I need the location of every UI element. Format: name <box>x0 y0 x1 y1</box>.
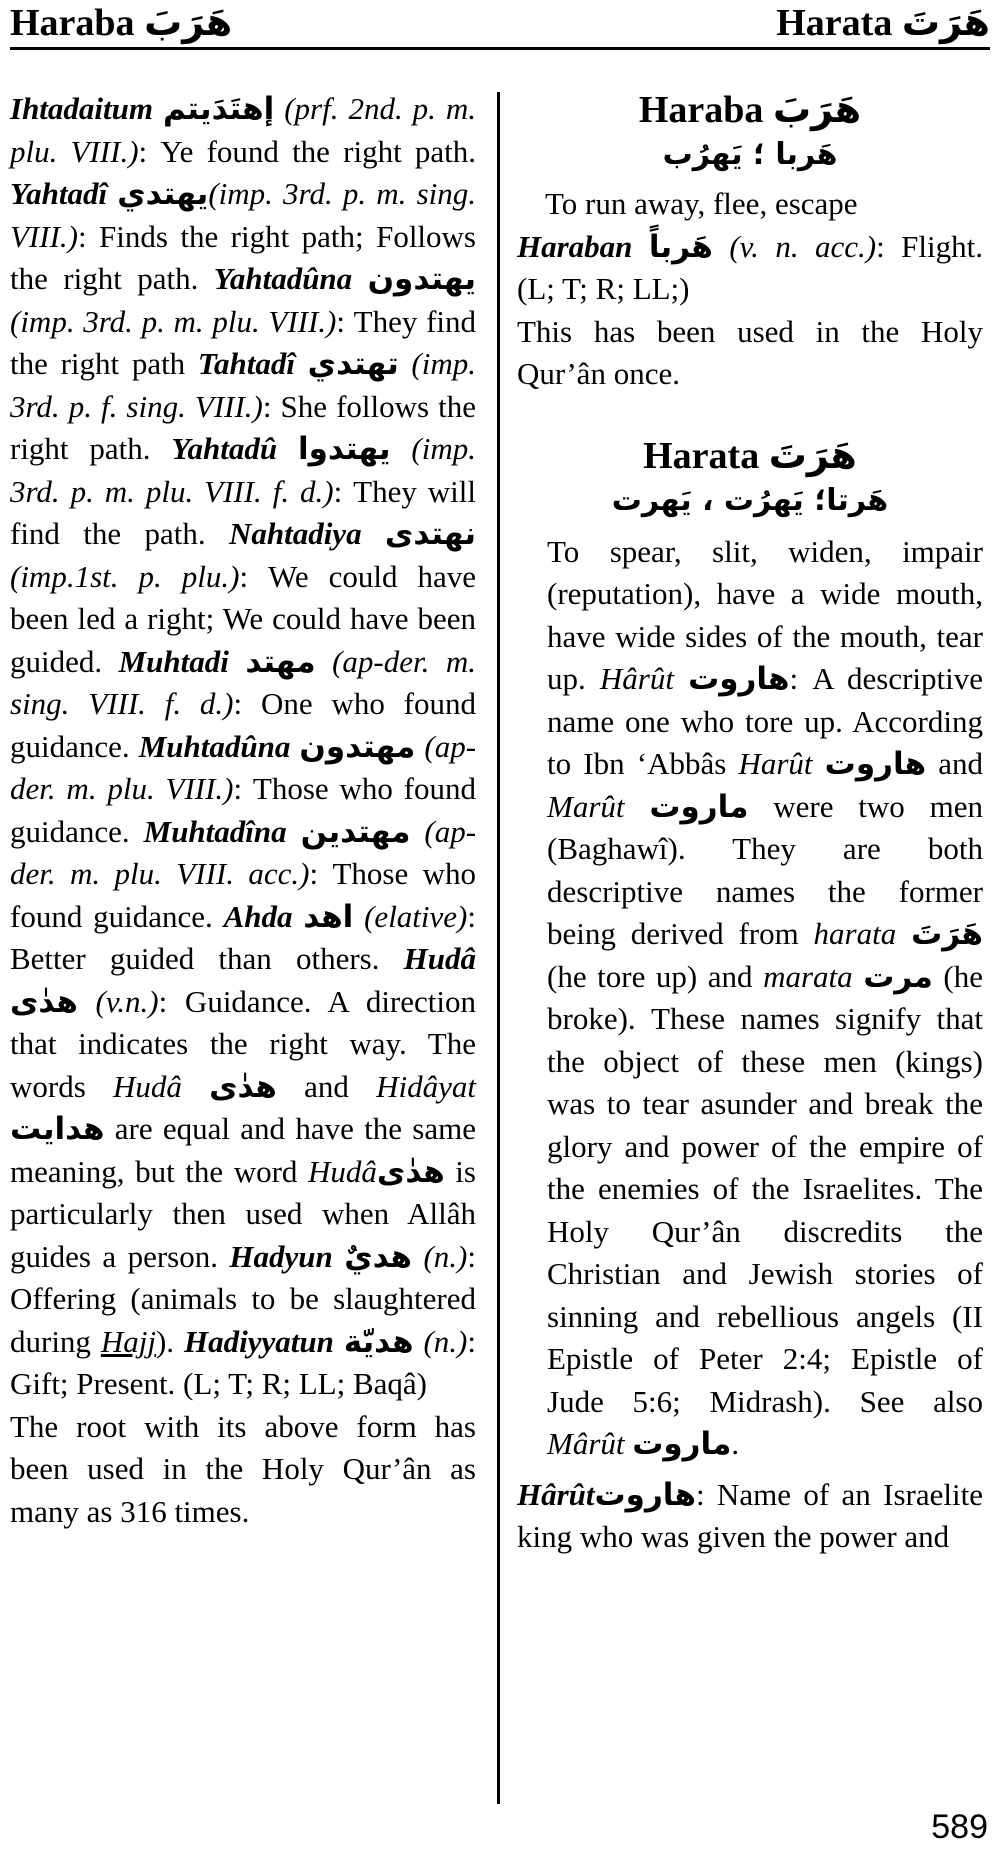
arabic-word: مهتد <box>245 643 316 680</box>
left-column <box>10 88 476 1533</box>
definition: . <box>731 1426 740 1461</box>
headword: Hadyun <box>229 1238 333 1274</box>
definition: : Finds the right path; Follows the right path. <box>10 218 476 296</box>
definition: : They will find the path. <box>10 473 476 551</box>
headword: Nahtadiya <box>228 516 362 551</box>
references: : Gift; Present. (L; T; R; LL; Baqâ) <box>10 1323 477 1401</box>
grammar-note: (ap-der. m. plu. VIII.) <box>10 728 477 806</box>
definition: ). <box>155 1323 184 1359</box>
arabic-word: تهتدي <box>307 346 399 382</box>
arabic-word: هديٌ <box>344 1238 413 1275</box>
entry-title-text: Harata <box>643 434 760 477</box>
definition: : Better guided than others. <box>10 898 476 976</box>
cited-word: Hidâyat <box>376 1068 476 1104</box>
grammar-note: (v.n.) <box>77 983 159 1019</box>
headword: Hârût <box>517 1476 595 1512</box>
grammar-note: (imp. 3rd. p. m. plu. VIII.) <box>10 303 337 339</box>
definition: : One who found guidance. <box>10 686 476 764</box>
grammar-note: (ap-der. m. plu. VIII. acc.) <box>10 813 477 891</box>
meaning-harata <box>517 531 983 1466</box>
definition: is particularly then used when Allâh guides a person. <box>10 1153 476 1274</box>
grammar-note: (ap-der. m. sing. VIII. f. d.) <box>10 643 476 721</box>
cited-word: Hudâ <box>308 1153 377 1189</box>
usage-text: The root with its above form has been used in the Holy Qur’ân as many as 316 times. <box>10 1408 476 1529</box>
arabic-word: مرت <box>863 958 933 995</box>
definition: : Name of an Israelite king who was given the power and <box>517 1476 983 1554</box>
header-left-title: Haraba <box>10 2 135 44</box>
meaning-text: To spear, slit, widen, impair (reputation), have a wide mouth, have wide sides of the mouth, tear up. <box>547 533 983 696</box>
derivative-haraban <box>517 226 983 311</box>
headword: Tahtadî <box>197 346 295 381</box>
cited-word: Hudâ <box>113 1068 182 1104</box>
definition: : She follows the right path. <box>10 388 476 466</box>
arabic-word: هدٰى <box>10 983 78 1020</box>
cited-word: Harût <box>738 746 813 781</box>
header-rule <box>10 47 990 50</box>
usage-text: This has been used in the Holy Qur’ân once. <box>517 313 983 391</box>
arabic-word: هاروت <box>824 746 927 782</box>
derivative-harut <box>517 1474 983 1559</box>
arabic-word: مهتدون <box>299 728 416 765</box>
arabic-word: هاروت <box>594 1476 696 1513</box>
arabic-word: هَرَتَ <box>911 916 983 952</box>
header-right <box>776 0 990 45</box>
definition: : Guidance. A direction that indicates the right way. The words <box>10 983 476 1104</box>
column-divider <box>497 92 500 1804</box>
grammar-note: (imp. 3rd. p. m. sing. VIII.) <box>10 176 477 254</box>
cited-word: Hajj <box>100 1323 156 1359</box>
arabic-word: هدايت <box>10 1111 105 1147</box>
headword: Yahtadî <box>10 176 108 211</box>
cited-word: Mârût <box>547 1426 625 1461</box>
grammar-note: (prf. 2nd. p. m. plu. VIII.) <box>10 91 477 169</box>
usage-haraba <box>517 311 983 396</box>
arabic-word: هدٰى <box>209 1068 277 1105</box>
arabic-word: ماروت <box>632 1426 732 1462</box>
headword: Yahtadû <box>171 431 278 466</box>
headword: Muhtadîna <box>143 813 287 849</box>
definition: : Those who found guidance. <box>10 771 476 849</box>
cited-word: Hârût <box>599 661 674 696</box>
arabic-word: نهتدى <box>384 516 476 552</box>
header-right-arabic: هَرَتَ <box>901 0 990 44</box>
headword: Hudâ <box>403 941 476 976</box>
arabic-word: هاروت <box>688 661 790 697</box>
header-left-arabic: هَرَبَ <box>144 0 233 44</box>
grammar-note: (imp. 3rd. p. f. sing. VIII.) <box>10 346 477 424</box>
definition: : Flight. (L; T; R; LL;) <box>517 228 983 306</box>
arabic-word: هدٰى <box>376 1153 445 1190</box>
headword: Hadiyyatun <box>183 1323 334 1359</box>
grammar-note: (n.) <box>412 1238 468 1274</box>
headword: Ihtadaitum <box>10 91 153 126</box>
page-number: 589 <box>931 1808 988 1846</box>
headword: Ahda <box>223 898 293 934</box>
left-paragraph-main <box>10 88 476 1406</box>
headword: Muhtadûna <box>138 728 291 764</box>
running-header <box>10 0 990 50</box>
definition: : Those who found guidance. <box>10 856 476 934</box>
definition: (he broke). These names signify that the object of these men (kings) was to tear asunder and break the glory and power of the empire of the enemies of the Israelites. The Holy Qur’ân discredits the Christian and Jewish stories of sinning and rebellious angels (II Epistle of Peter 2:4; Epistle of Jude 5:6; Midrash). See also <box>547 958 983 1419</box>
cited-word: harata <box>813 916 897 951</box>
entry-title-harata <box>517 432 983 479</box>
grammar-note: (v. n. acc.) <box>712 228 877 264</box>
arabic-word: يهتدي <box>117 176 209 212</box>
headword: Haraban <box>517 228 633 264</box>
cited-word: marata <box>763 958 853 994</box>
cited-word: Marût <box>547 788 625 824</box>
meaning-haraba <box>517 183 983 226</box>
grammar-note: (elative) <box>353 898 468 934</box>
definition: : They find the right path <box>10 303 477 381</box>
arabic-word: يهتدوا <box>297 431 391 467</box>
definition: were two men (Baghawî). They are both descriptive names the former being derived from <box>547 788 983 951</box>
definition: : We could have been led a right; We could have been guided. <box>10 558 477 679</box>
usage-note <box>10 1406 476 1534</box>
headword: Muhtadi <box>118 643 229 679</box>
entry-forms-harata: هَرتا؛ يَهرُت ، يَهرت <box>611 482 889 518</box>
arabic-word: اهد <box>303 898 354 935</box>
definition: and <box>926 746 983 781</box>
definition: : Ye found the right path. <box>138 133 476 169</box>
definition: are equal and have the same meaning, but the word <box>10 1111 476 1189</box>
arabic-word: هَرباً <box>648 228 713 265</box>
definition: : Offering (animals to be slaughtered during <box>10 1238 477 1359</box>
entry-title-haraba <box>517 86 983 133</box>
meaning-text: To run away, flee, escape <box>545 186 858 221</box>
arabic-word: هديّة <box>343 1323 414 1360</box>
grammar-note: (n.) <box>413 1323 468 1359</box>
arabic-word: إهتَدَيتم <box>162 91 275 127</box>
header-right-title: Harata <box>776 2 893 44</box>
right-column <box>517 86 983 1559</box>
header-left <box>10 0 232 45</box>
arabic-word: ماروت <box>649 788 749 825</box>
entry-title-text: Haraba <box>638 89 764 131</box>
arabic-word: مهتدين <box>300 813 411 850</box>
definition: : A descriptive name one who tore up. According to Ibn ‘Abbâs <box>547 661 984 781</box>
definition: (he tore up) and <box>547 958 764 994</box>
entry-forms-haraba: هَربا ؛ يَهرُب <box>662 137 838 172</box>
entry-title-arabic: هَرَبَ <box>772 87 862 131</box>
grammar-note: (imp.1st. p. plu.) <box>10 558 240 594</box>
headword: Yahtadûna <box>213 261 353 296</box>
entry-title-arabic: هَرَتَ <box>768 432 857 477</box>
grammar-note: (imp. 3rd. p. m. plu. VIII. f. d.) <box>10 431 476 509</box>
definition: and <box>276 1068 377 1104</box>
arabic-word: يهتدون <box>367 261 476 297</box>
